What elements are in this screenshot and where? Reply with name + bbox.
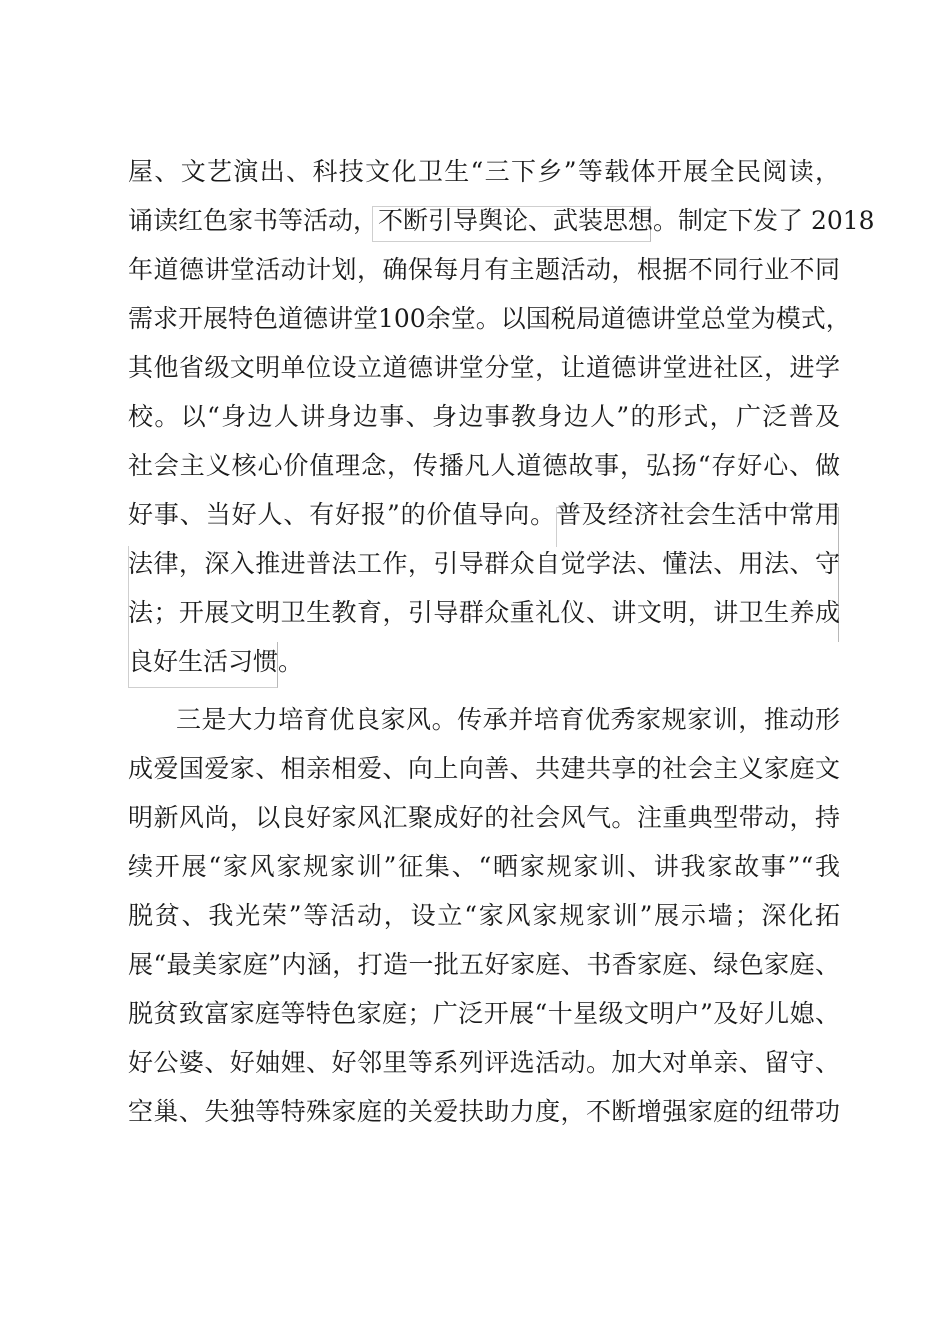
text-line: 社会主义核心价值理念，传播凡人道德故事，弘扬“存好心、做 — [128, 451, 840, 480]
text-line: 展“最美家庭”内涵，打造一批五好家庭、书香家庭、绿色家庭、 — [128, 950, 840, 979]
text-line: 屋、文艺演出、科技文化卫生“三下乡”等载体开展全民阅读， — [128, 157, 840, 186]
text-line: 法律，深入推进普法工作，引导群众自觉学法、懂法、用法、守 — [128, 549, 840, 578]
text-line: 成爱国爱家、相亲相爱、向上向善、共建共享的社会主义家庭文 — [128, 754, 840, 783]
text-line: 诵读红色家书等活动，不断引导舆论、武装思想。制定下发了 2018 — [128, 206, 875, 235]
text-line: 好公婆、好妯娌、好邻里等系列评选活动。加大对单亲、留守、 — [128, 1048, 840, 1077]
text-line: 脱贫致富家庭等特色家庭；广泛开展“十星级文明户”及好儿媳、 — [128, 999, 840, 1028]
text-line: 三是大力培育优良家风。传承并培育优秀家规家训，推动形 — [176, 705, 840, 734]
text-line: 需求开展特色道德讲堂100余堂。以国税局道德讲堂总堂为模式， — [128, 304, 851, 333]
text-line: 明新风尚，以良好家风汇聚成好的社会风气。注重典型带动，持 — [128, 803, 840, 832]
text-line: 年道德讲堂活动计划，确保每月有主题活动，根据不同行业不同 — [128, 255, 840, 284]
text-line: 校。以“身边人讲身边事、身边事教身边人”的形式，广泛普及 — [128, 402, 840, 431]
text-line: 好事、当好人、有好报”的价值导向。普及经济社会生活中常用 — [128, 500, 840, 529]
text-line: 续开展“家风家规家训”征集、“晒家规家训、讲我家故事”“我 — [128, 852, 840, 881]
text-line: 良好生活习惯。 — [128, 647, 304, 676]
text-line: 空巢、失独等特殊家庭的关爱扶助力度，不断增强家庭的纽带功 — [128, 1097, 840, 1126]
text-line: 法；开展文明卫生教育，引导群众重礼仪、讲文明，讲卫生养成 — [128, 598, 840, 627]
text-line: 其他省级文明单位设立道德讲堂分堂，让道德讲堂进社区，进学 — [128, 353, 840, 382]
text-line: 脱贫、我光荣”等活动，设立“家风家规家训”展示墙；深化拓 — [128, 901, 840, 930]
